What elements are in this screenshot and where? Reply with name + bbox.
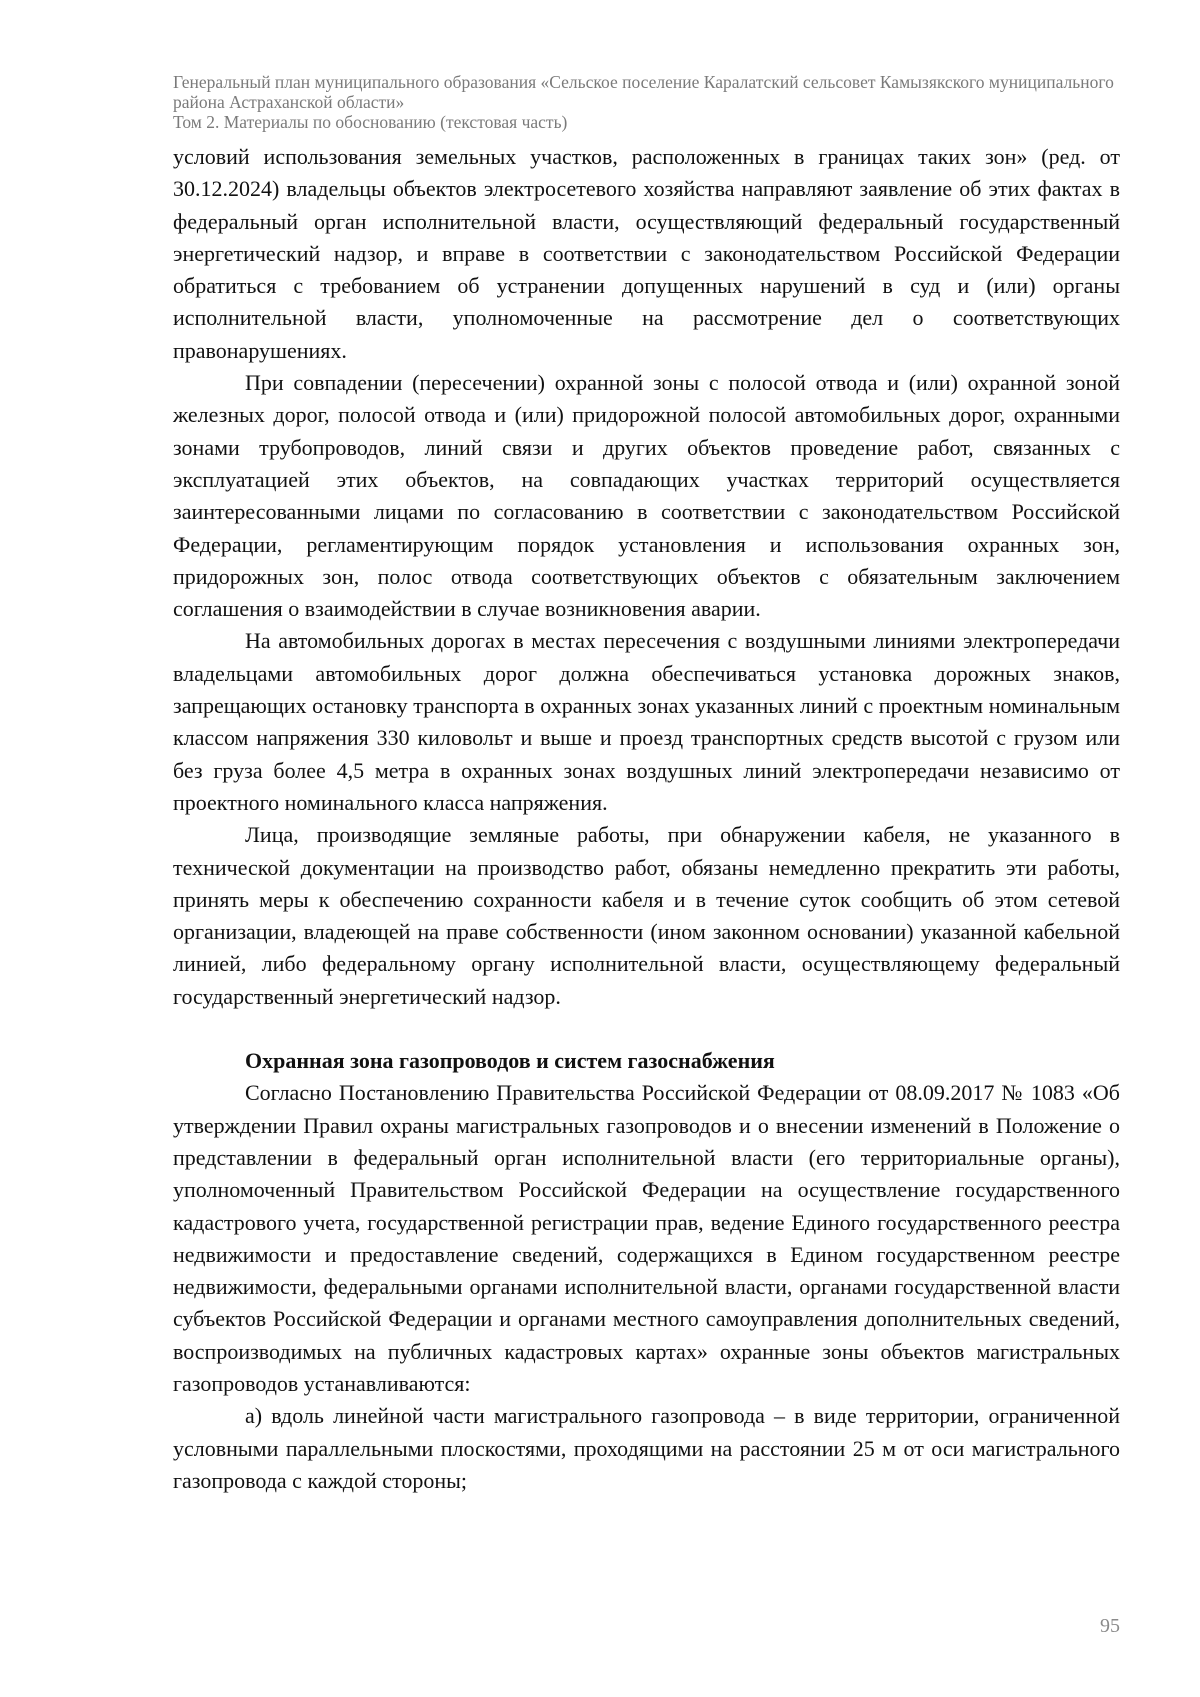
main-text <box>173 141 1120 1497</box>
header-title: Генеральный план муниципального образования «Сельское поселение Каралатский сельсовет Камызякского муниципального района Астраханской области» <box>173 72 1114 112</box>
paragraph-3: На автомобильных дорогах в местах пересечения с воздушными линиями электропередачи владельцами автомобильных дорог должна обеспечиваться установка дорожных знаков, запрещающих остановку транспорта в охранных зонах указанных линий с проектным номинальным классом напряжения 330 киловольт и выше и проезд транспортных средств высотой с грузом или без груза более 4,5 метра в охранных зонах воздушных линий электропередачи независимо от проектного номинального класса напряжения. <box>173 628 1120 815</box>
running-header <box>173 72 1123 132</box>
paragraph-4: Лица, производящие земляные работы, при обнаружении кабеля, не указанного в технической документации на производство работ, обязаны немедленно прекратить эти работы, принять меры к обеспечению сохранности кабеля и в течение суток сообщить об этом сетевой организации, владеющей на праве собственности (ином законном основании) указанной кабельной линией, либо федеральному органу исполнительной власти, осуществляющему федеральный государственный энергетический надзор. <box>173 822 1120 1009</box>
paragraph-6: а) вдоль линейной части магистрального газопровода – в виде территории, ограниченной условными параллельными плоскостями, проходящими на расстоянии 25 м от оси магистрального газопровода с каждой стороны; <box>173 1403 1120 1493</box>
paragraph-1: условий использования земельных участков, расположенных в границах таких зон» (ред. от 30.12.2024) владельцы объектов электросетевого хозяйства направляют заявление об этих фактах в федеральный орган исполнительной власти, осуществляющий федеральный государственный энергетический надзор, и вправе в соответствии с законодательством Российской Федерации обратиться с требованием об устранении допущенных нарушений в суд и (или) органы исполнительной власти, уполномоченные на рассмотрение дел о соответствующих правонарушениях. <box>173 144 1120 363</box>
paragraph-2: При совпадении (пересечении) охранной зоны с полосой отвода и (или) охранной зоной железных дорог, полосой отвода и (или) придорожной полосой автомобильных дорог, охранными зонами трубопроводов, линий связи и других объектов проведение работ, связанных с эксплуатацией этих объектов, на совпадающих участках территорий осуществляется заинтересованными лицами по согласованию в соответствии с законодательством Российской Федерации, регламентирующим порядок установления и использования охранных зон, придорожных зон, полос отвода соответствующих объектов с обязательным заключением соглашения о взаимодействии в случае возникновения аварии. <box>173 370 1120 622</box>
paragraph-5: Согласно Постановлению Правительства Российской Федерации от 08.09.2017 № 1083 «Об утверждении Правил охраны магистральных газопроводов и о внесении изменений в Положение о представлении в федеральный орган исполнительной власти (его территориальные органы), уполномоченный Правительством Российской Федерации на осуществление государственного кадастрового учета, государственной регистрации прав, ведение Единого государственного реестра недвижимости и предоставление сведений, содержащихся в Едином государственном реестре недвижимости, федеральными органами исполнительной власти, органами государственной власти субъектов Российской Федерации и органами местного самоуправления дополнительных сведений, воспроизводимых на публичных кадастровых картах» охранные зоны объектов магистральных газопроводов устанавливаются: <box>173 1080 1120 1396</box>
section-heading: Охранная зона газопроводов и систем газоснабжения <box>245 1048 775 1074</box>
header-volume: Том 2. Материалы по обоснованию (текстовая часть) <box>173 112 568 132</box>
page-number: 95 <box>1100 1615 1120 1637</box>
